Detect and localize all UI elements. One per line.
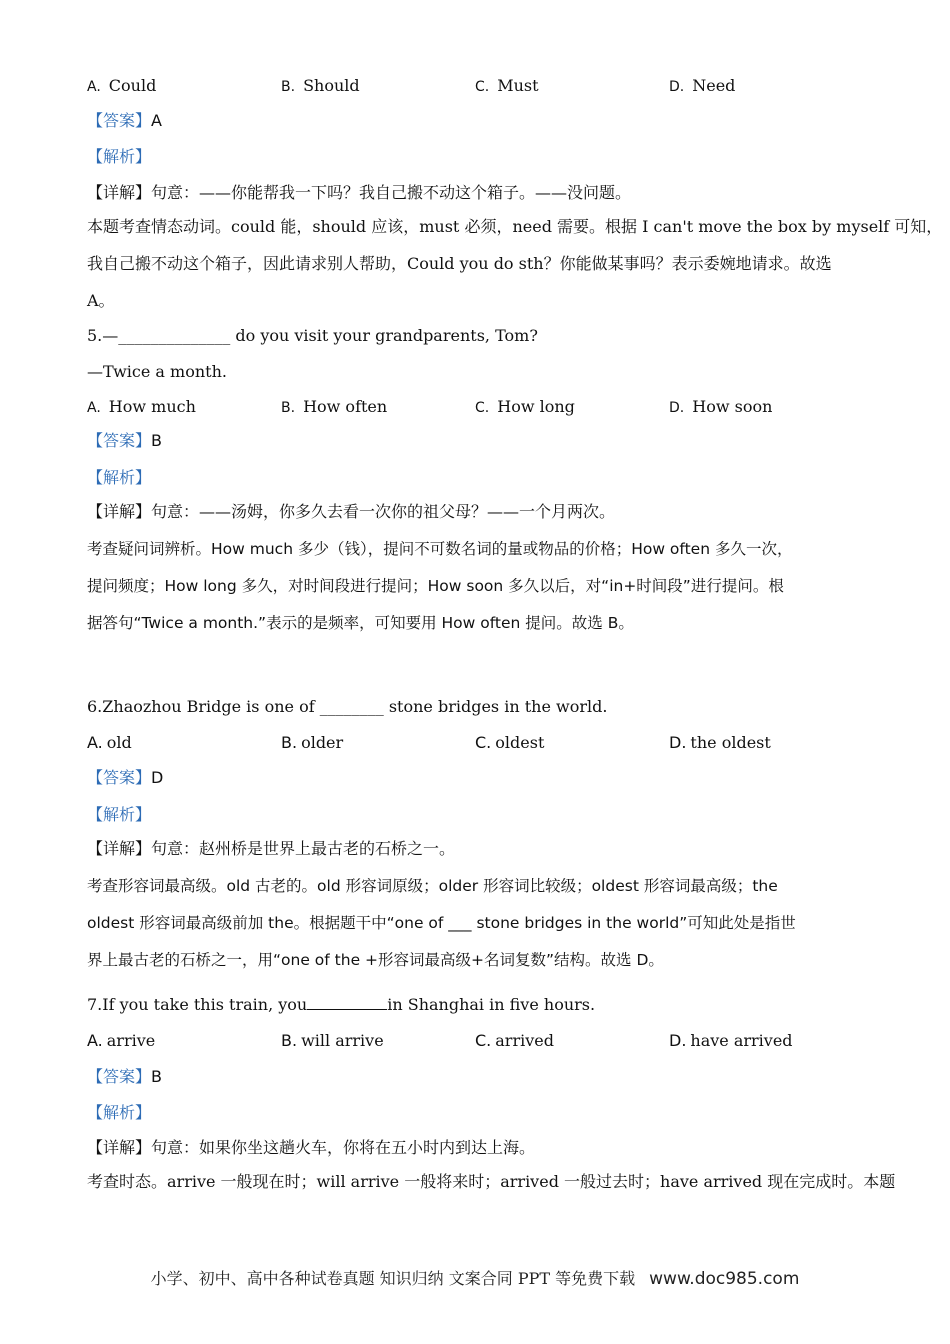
option-text: Could <box>108 76 157 95</box>
q7-options <box>0 1031 950 1053</box>
answer-value: A <box>151 111 162 130</box>
q4-detail: 【详解】句意：——你能帮我一下吗？我自己搬不动这个箱子。——没问题。 <box>87 183 632 202</box>
q6-stem: 6.Zhaozhou Bridge is one of ________ stone bridges in the world. <box>87 697 608 716</box>
option-letter: D. <box>669 79 685 95</box>
q6-option-d: D. the oldest <box>669 733 771 752</box>
q7-option-a: A. arrive <box>87 1031 156 1050</box>
answer-blank <box>307 995 387 1010</box>
footer-text: 小学、初中、高中各种试卷真题 知识归纳 文案合同 PPT 等免费下载 <box>150 1269 636 1288</box>
footer-url[interactable]: www.doc985.com <box>649 1269 800 1289</box>
q4-explanation-2: 我自己搬不动这个箱子，因此请求别人帮助，Could you do sth？你能做某事吗？表示委婉地请求。故选 <box>87 254 832 273</box>
option-letter: B. <box>281 79 296 95</box>
q5-option-a: A. How much <box>87 397 196 416</box>
q5-explanation-2: 提问频度；How long 多久，对时间段进行提问；How soon 多久以后，对“in+时间段”进行提问。根 <box>87 577 784 595</box>
q6-explanation-1: 考查形容词最高级。old 古老的。old 形容词原级；older 形容词比较级；oldest 形容词最高级；the <box>87 877 778 895</box>
q4-answer <box>87 111 162 131</box>
q4-options <box>0 76 950 98</box>
q6-options <box>0 733 950 755</box>
q5-options <box>0 397 950 419</box>
q6-explanation-3: 界上最古老的石桥之一，用“one of the +形容词最高级+名词复数”结构。故选 D。 <box>87 951 664 969</box>
q4-option-a <box>87 76 156 97</box>
q5-option-b: B. How often <box>281 397 388 416</box>
q7-option-d: D. have arrived <box>669 1031 793 1050</box>
q7-option-b: B. will arrive <box>281 1031 384 1050</box>
q7-detail: 【详解】句意：如果你坐这趟火车，你将在五小时内到达上海。 <box>87 1138 536 1157</box>
option-letter: A. <box>87 79 101 95</box>
page-footer <box>0 1268 950 1290</box>
q5-analysis-heading: 【解析】 <box>87 468 152 487</box>
q4-explanation-3: A。 <box>87 291 115 310</box>
q7-stem: 7.If you take this train, you in Shanghai in five hours. <box>87 995 596 1014</box>
q4-explanation-1: 本题考查情态动词。could 能，should 应该，must 必须，need 需要。根据 I can't move the box by myself 可知， <box>87 217 943 236</box>
q7-explanation-1: 考查时态。arrive 一般现在时；will arrive 一般将来时；arrived 一般过去时；have arrived 现在完成时。本题 <box>87 1172 896 1191</box>
q6-option-c: C. oldest <box>475 733 545 752</box>
option-letter: C. <box>475 79 490 95</box>
q5-stem-response: —Twice a month. <box>87 362 227 381</box>
q5-answer: 【答案】B <box>87 431 162 450</box>
answer-tag: 【答案】 <box>87 111 152 130</box>
q6-analysis-heading: 【解析】 <box>87 805 152 824</box>
q4-option-d <box>669 76 735 97</box>
q4-analysis-heading: 【解析】 <box>87 147 152 166</box>
q6-answer: 【答案】D <box>87 768 164 787</box>
option-text: Need <box>692 76 736 95</box>
option-text: Must <box>497 76 539 95</box>
q5-option-d: D. How soon <box>669 397 773 416</box>
q6-explanation-2: oldest 形容词最高级前加 the。根据题干中“one of ___ stone bridges in the world”可知此处是指世 <box>87 914 796 932</box>
q4-option-c <box>475 76 539 97</box>
q7-option-c: C. arrived <box>475 1031 554 1050</box>
q4-option-b <box>281 76 360 97</box>
q5-explanation-1: 考查疑问词辨析。How much 多少（钱），提问不可数名词的量或物品的价格；How often 多久一次， <box>87 540 793 558</box>
q6-option-b: B. older <box>281 733 344 752</box>
q5-detail: 【详解】句意：——汤姆，你多久去看一次你的祖父母？——一个月两次。 <box>87 502 616 521</box>
q5-option-c: C. How long <box>475 397 575 416</box>
q6-detail: 【详解】句意：赵州桥是世界上最古老的石桥之一。 <box>87 839 456 858</box>
q5-stem: 5.—______________ do you visit your grandparents, Tom? <box>87 326 538 345</box>
q7-answer: 【答案】B <box>87 1067 162 1086</box>
q7-analysis-heading: 【解析】 <box>87 1103 152 1122</box>
q5-explanation-3: 据答句“Twice a month.”表示的是频率，可知要用 How often 提问。故选 B。 <box>87 614 634 632</box>
option-text: Should <box>303 76 360 95</box>
q6-option-a: A. old <box>87 733 132 752</box>
